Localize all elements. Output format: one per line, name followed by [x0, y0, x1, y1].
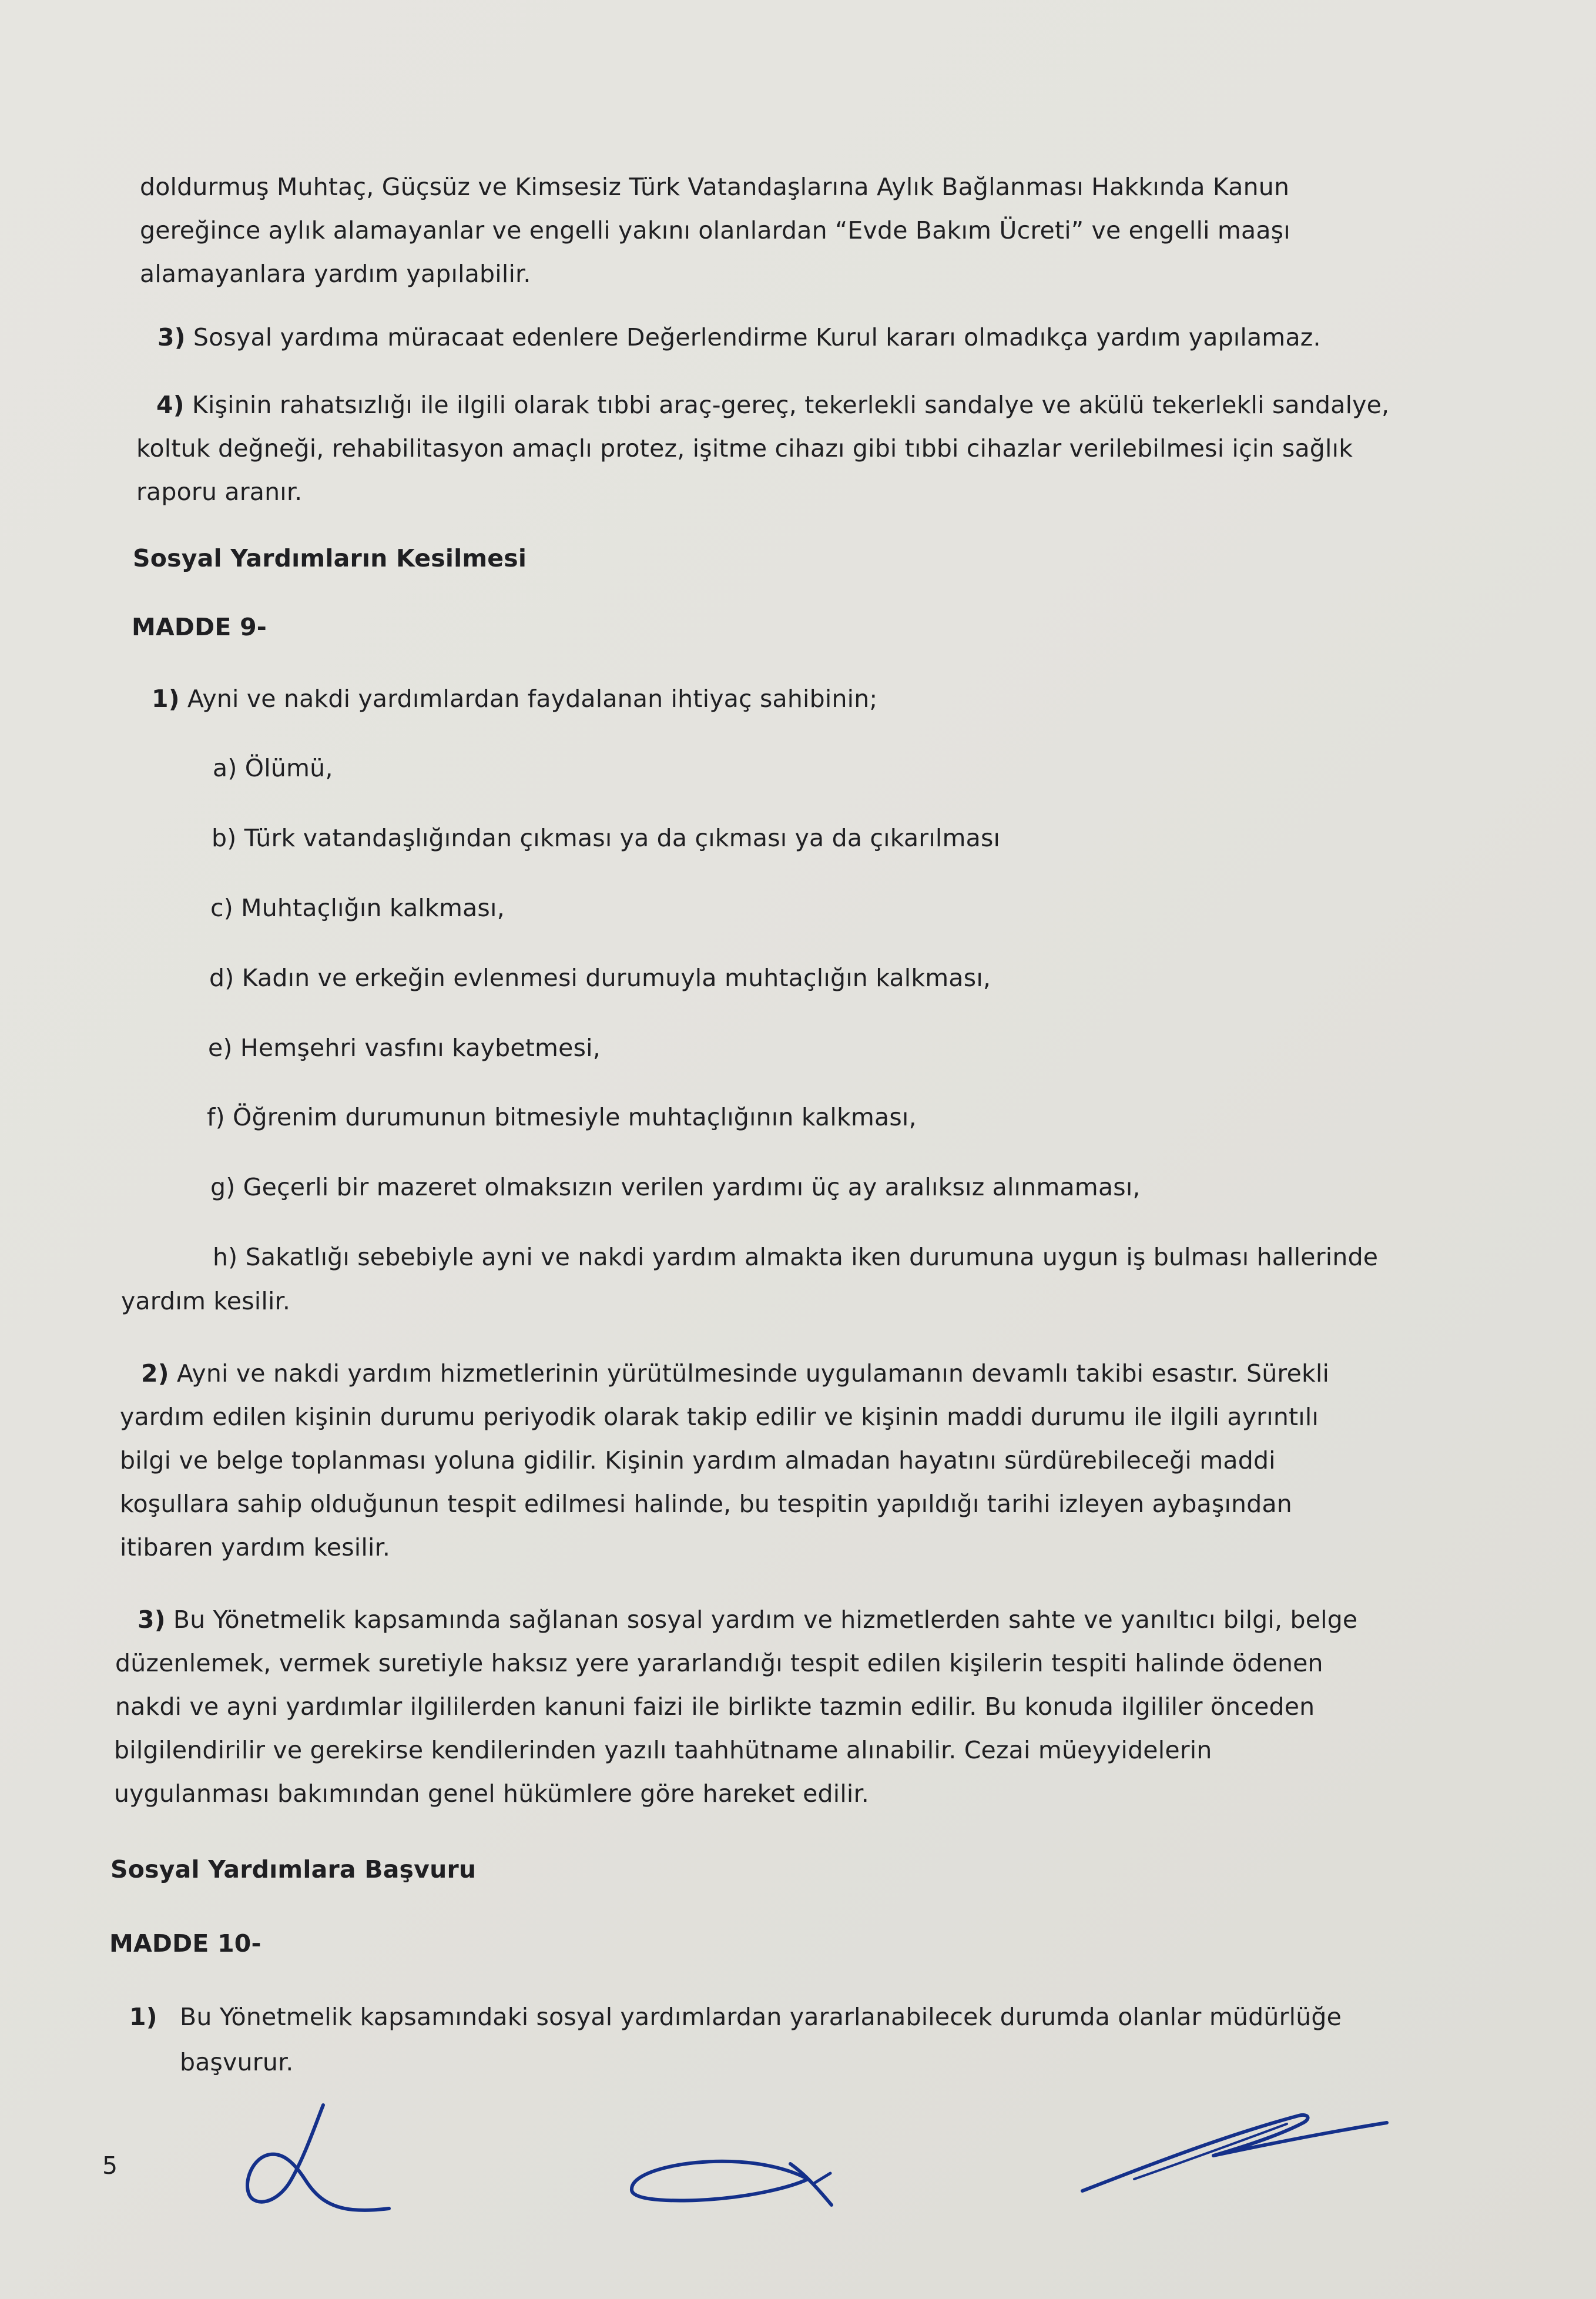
madde-9-item-3-line-3: nakdi ve ayni yardımlar ilgililerden kanuni faizi ile birlikte tazmin edilir. Bu konuda ilgililer önceden [115, 1693, 1315, 1721]
madde-9-item-2-line-2: yardım edilen kişinin durumu periyodik olarak takip edilir ve kişinin maddi durumu ile ilgili ayrıntılı [120, 1403, 1319, 1431]
item-3-text: Sosyal yardıma müracaat edenlere Değerlendirme Kurul kararı olmadıkça yardım yapılamaz. [193, 323, 1321, 351]
madde-9-heading: MADDE 9- [132, 613, 267, 641]
item-3-number: 3) [157, 323, 186, 351]
madde-9-item-3-text-1: Bu Yönetmelik kapsamında sağlanan sosyal yardım ve hizmetlerden sahte ve yanıltıcı bilgi, belge [173, 1606, 1358, 1634]
list-item-a: a) Ölümü, [213, 754, 333, 782]
item-4-line-2: koltuk değneği, rehabilitasyon amaçlı protez, işitme cihazı gibi tıbbi cihazlar verilebilmesi için sağlık [136, 434, 1353, 463]
madde-10-heading: MADDE 10- [109, 1929, 261, 1958]
madde-9-item-1 [152, 677, 877, 720]
intro-line-3: alamayanlara yardım yapılabilir. [140, 260, 531, 288]
madde-9-item-2-number: 2) [141, 1359, 169, 1388]
item-4-line-1 [156, 383, 1389, 427]
list-item-h-line-1: h) Sakatlığı sebebiyle ayni ve nakdi yardım almakta iken durumuna uygun iş bulması hallerinde [213, 1243, 1379, 1271]
list-item-d: d) Kadın ve erkeğin evlenmesi durumuyla muhtaçlığın kalkması, [209, 964, 991, 992]
madde-9-item-3-line-1 [138, 1598, 1357, 1641]
madde-9-item-3-line-2: düzenlemek, vermek suretiyle haksız yere yararlandığı tespit edilen kişilerin tespiti halinde ödenen [115, 1649, 1323, 1677]
signature-1 [235, 2092, 411, 2227]
madde-9-item-3-line-4: bilgilendirilir ve gerekirse kendilerinden yazılı taahhütname alınabilir. Cezai müeyyidelerin [114, 1736, 1212, 1764]
intro-line-1: doldurmuş Muhtaç, Güçsüz ve Kimsesiz Türk Vatandaşlarına Aylık Bağlanması Hakkında Kanun [140, 173, 1290, 201]
item-4-number: 4) [156, 391, 185, 419]
madde-9-item-1-text: Ayni ve nakdi yardımlardan faydalanan ihtiyaç sahibinin; [187, 685, 878, 713]
section-title-basvuru: Sosyal Yardımlara Başvuru [110, 1855, 477, 1884]
item-4-text-1: Kişinin rahatsızlığı ile ilgili olarak tıbbi araç-gereç, tekerlekli sandalye ve akülü tekerlekli sandalye, [192, 391, 1390, 419]
madde-9-item-1-number: 1) [152, 685, 180, 713]
madde-9-item-2-line-1 [141, 1352, 1329, 1395]
madde-9-item-2-line-4: koşullara sahip olduğunun tespit edilmesi halinde, bu tespitin yapıldığı tarihi izleyen aybaşından [120, 1490, 1292, 1518]
madde-10-item-1-line-1: Bu Yönetmelik kapsamındaki sosyal yardımlardan yararlanabilecek durumda olanlar müdürlüğe [180, 2003, 1342, 2031]
item-4-line-3: raporu aranır. [136, 478, 303, 506]
madde-9-item-2-line-5: itibaren yardım kesilir. [120, 1533, 391, 1561]
signature-3 [1069, 2080, 1399, 2210]
list-item-g: g) Geçerli bir mazeret olmaksızın verilen yardımı üç ay aralıksız alınmaması, [210, 1173, 1141, 1201]
intro-line-2: gereğince aylık alamayanlar ve engelli yakını olanlardan “Evde Bakım Ücreti” ve engelli maaşı [140, 216, 1290, 244]
list-item-e: e) Hemşehri vasfını kaybetmesi, [208, 1034, 601, 1062]
madde-9-item-3-number: 3) [138, 1606, 166, 1634]
list-item-b: b) Türk vatandaşlığından çıkması ya da çıkması ya da çıkarılması [212, 824, 1001, 852]
madde-10-item-1-line-2: başvurur. [180, 2048, 294, 2076]
signature-2 [614, 2139, 843, 2216]
madde-9-item-3-line-5: uygulanması bakımından genel hükümlere göre hareket edilir. [114, 1779, 870, 1808]
madde-9-item-2-line-3: bilgi ve belge toplanması yoluna gidilir. Kişinin yardım almadan hayatını sürdürebileceği maddi [120, 1446, 1276, 1474]
madde-10-item-1-number: 1) [129, 2003, 157, 2031]
list-item-h-line-2: yardım kesilir. [121, 1287, 291, 1315]
page-number: 5 [102, 2151, 118, 2180]
section-title-kesilmesi: Sosyal Yardımların Kesilmesi [133, 544, 527, 572]
list-item-f: f) Öğrenim durumunun bitmesiyle muhtaçlığının kalkması, [207, 1103, 917, 1131]
madde-9-item-2-text-1: Ayni ve nakdi yardım hizmetlerinin yürütülmesinde uygulamanın devamlı takibi esastır. Sürekli [176, 1359, 1330, 1388]
list-item-c: c) Muhtaçlığın kalkması, [210, 894, 505, 922]
item-3 [157, 316, 1321, 359]
